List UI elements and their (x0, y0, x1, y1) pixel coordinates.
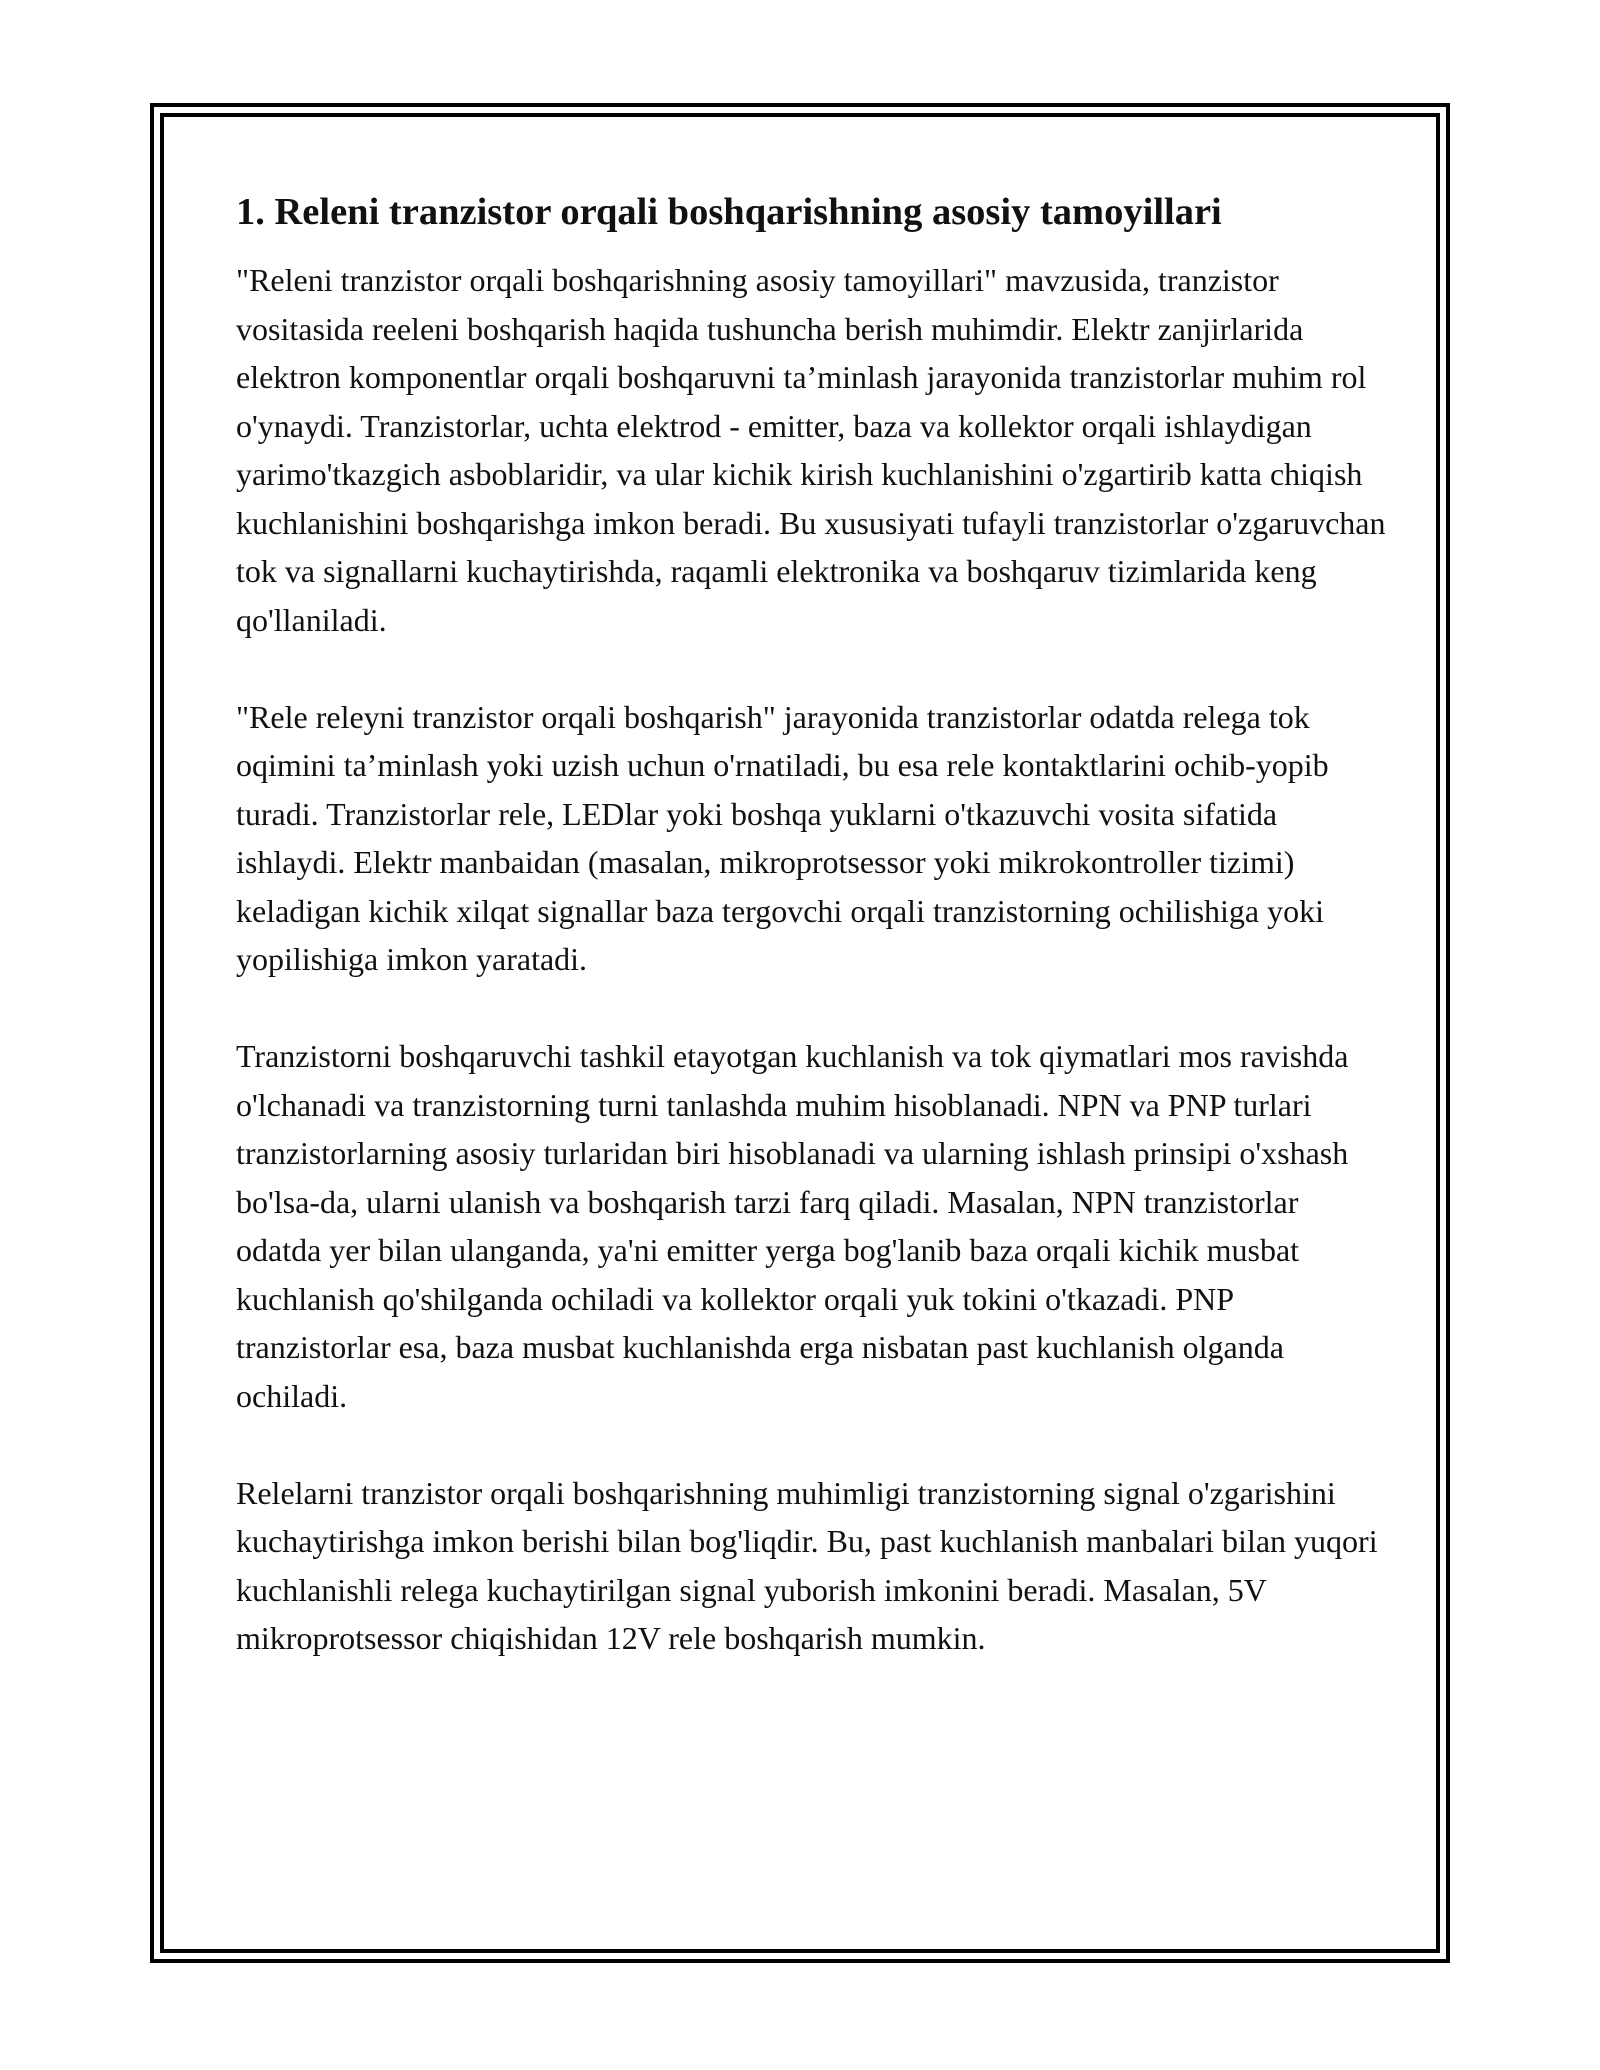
section-heading: 1. Releni tranzistor orqali boshqarishning asosiy tamoyillari (236, 191, 1222, 233)
paragraph-3: Tranzistorni boshqaruvchi tashkil etayotgan kuchlanish va tok qiymatlari mos ravishda o'lchanadi va tranzistorning turni tanlashda muhim hisoblanadi. NPN va PNP turlari tranzistorlarning asosiy turlaridan biri hisoblanadi va ularning ishlash prinsipi o'xshash bo'lsa-da, ularni ulanish va boshqarish tarzi farq qiladi. Masalan, NPN tranzistorlar odatda yer bilan ulanganda, ya'ni emitter yerga bog'lanib baza orqali kichik musbat kuchlanish qo'shilganda ochiladi va kollektor orqali yuk tokini o'tkazadi. PNP tranzistorlar esa, baza musbat kuchlanishda erga nisbatan past kuchlanish olganda ochiladi. (236, 1038, 1349, 1414)
paragraph-2: "Rele releyni tranzistor orqali boshqarish" jarayonida tranzistorlar odatda relega tok oqimini ta’minlash yoki uzish uchun o'rnatiladi, bu esa rele kontaktlarini ochib-yopib turadi. Tranzistorlar rele, LEDlar yoki boshqa yuklarni o'tkazuvchi vosita sifatida ishlaydi. Elektr manbaidan (masalan, mikroprotsessor yoki mikrokontroller tizimi) keladigan kichik xilqat signallar baza tergovchi orqali tranzistorning ochilishiga yoki yopilishiga imkon yaratadi. (236, 698, 1329, 977)
document-body (236, 188, 1386, 1663)
paragraph-4: Relelarni tranzistor orqali boshqarishning muhimligi tranzistorning signal o'zgarishini kuchaytirishga imkon berishi bilan bog'liqdir. Bu, past kuchlanish manbalari bilan yuqori kuchlanishli relega kuchaytirilgan signal yuborish imkonini beradi. Masalan, 5V mikroprotsessor chiqishidan 12V rele boshqarish mumkin. (236, 1474, 1378, 1656)
paragraph-1: "Releni tranzistor orqali boshqarishning asosiy tamoyillari" mavzusida, tranzistor vositasida reeleni boshqarish haqida tushuncha berish muhimdir. Elektr zanjirlarida elektron komponentlar orqali boshqaruvni ta’minlash jarayonida tranzistorlar muhim rol o'ynaydi. Tranzistorlar, uchta elektrod - emitter, baza va kollektor orqali ishlaydigan yarimo'tkazgich asboblaridir, va ular kichik kirish kuchlanishini o'zgartirib katta chiqish kuchlanishini boshqarishga imkon beradi. Bu xususiyati tufayli tranzistorlar o'zgaruvchan tok va signallarni kuchaytirishda, raqamli elektronika va boshqaruv tizimlarida keng qo'llaniladi. (236, 262, 1386, 638)
